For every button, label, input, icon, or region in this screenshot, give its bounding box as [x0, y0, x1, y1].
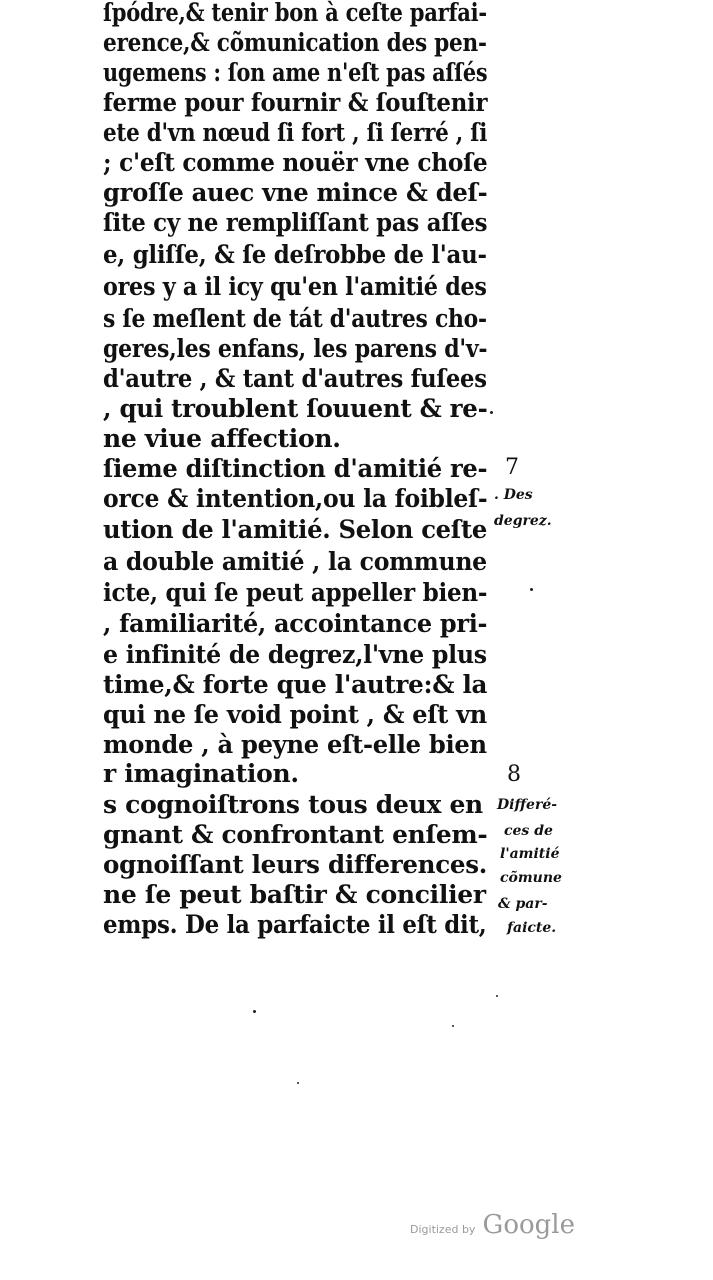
- margin-note-line: degrez.: [494, 513, 552, 529]
- scan-speck: [490, 411, 493, 414]
- text-line: ferme pour fournir & ſouſtenir: [103, 88, 488, 117]
- text-line: a double amitié , la commune: [103, 547, 487, 576]
- text-line: orce & intention,ou la foibleſ-: [103, 484, 488, 513]
- margin-note-line: ces de: [504, 823, 553, 839]
- margin-note-line: l'amitié: [500, 846, 560, 862]
- text-line: monde , à peyne eſt-elle bien: [103, 730, 487, 759]
- margin-number-8: 8: [507, 762, 521, 787]
- text-line: time,& forte que l'autre:& la: [103, 670, 488, 699]
- scan-speck: [253, 1010, 256, 1013]
- text-line: ; c'eſt comme nouër vne choſe: [103, 148, 488, 177]
- watermark-brand: Google: [482, 1210, 575, 1240]
- text-line: ne ſe peut baſtir & concilier: [103, 880, 486, 909]
- margin-note-line: . Des: [494, 487, 533, 503]
- text-line: ores y a il icy qu'en l'amitié des: [103, 272, 487, 301]
- text-line: ognoiſſant leurs differences.: [103, 850, 487, 879]
- margin-note-line: faicte.: [507, 920, 557, 936]
- text-line: ution de l'amitié. Selon ceſte: [103, 515, 487, 544]
- watermark-prefix: Digitized by: [410, 1223, 476, 1236]
- text-line: emps. De la parfaicte il eſt dit,: [103, 910, 487, 939]
- text-line: e, gliſſe, & ſe deſrobbe de l'au-: [103, 240, 487, 269]
- text-line: erence,& cõmunication des pen-: [103, 28, 487, 57]
- text-line: r imagination.: [103, 759, 299, 788]
- text-line: s ſe meſlent de tát d'autres cho-: [103, 304, 487, 333]
- text-line: , qui troublent ſouuent & re-: [103, 394, 488, 423]
- margin-number-7: 7: [505, 455, 519, 480]
- text-line: gnant & confrontant enſem-: [103, 820, 488, 849]
- text-line: ſieme diſtinction d'amitié re-: [103, 454, 488, 483]
- text-line: ugemens : ſon ame n'eſt pas aſſés: [103, 58, 488, 87]
- text-line: ne viue affection.: [103, 424, 341, 453]
- text-line: icte, qui ſe peut appeller bien-: [103, 578, 488, 607]
- text-line: geres,les enfans, les parens d'v-: [103, 334, 488, 363]
- text-line: ete d'vn nœud ſi fort , ſi ſerré , ſi: [103, 118, 488, 147]
- scan-speck: [496, 995, 498, 997]
- text-line: , familiarité, accointance pri-: [103, 609, 488, 638]
- text-line: e infinité de degrez,l'vne plus: [103, 640, 487, 669]
- scan-speck: [530, 588, 533, 591]
- scan-speck: [297, 1082, 299, 1084]
- text-line: ſite cy ne rempliſſant pas aſſes: [103, 208, 488, 237]
- text-line: d'autre , & tant d'autres fuſees: [103, 364, 487, 393]
- text-line: ſpódre,& tenir bon à ceſte parfai-: [103, 0, 487, 27]
- text-line: qui ne ſe void point , & eſt vn: [103, 700, 487, 729]
- scan-speck: [452, 1025, 454, 1027]
- margin-note-line: Differé-: [497, 797, 558, 813]
- text-line: s cognoiſtrons tous deux en: [103, 790, 483, 819]
- margin-note-line: & par-: [498, 896, 548, 912]
- text-line: groſſe auec vne mince & deſ-: [103, 178, 488, 207]
- digitized-by-google-watermark: [410, 1210, 575, 1240]
- margin-note-line: cõmune: [500, 870, 562, 886]
